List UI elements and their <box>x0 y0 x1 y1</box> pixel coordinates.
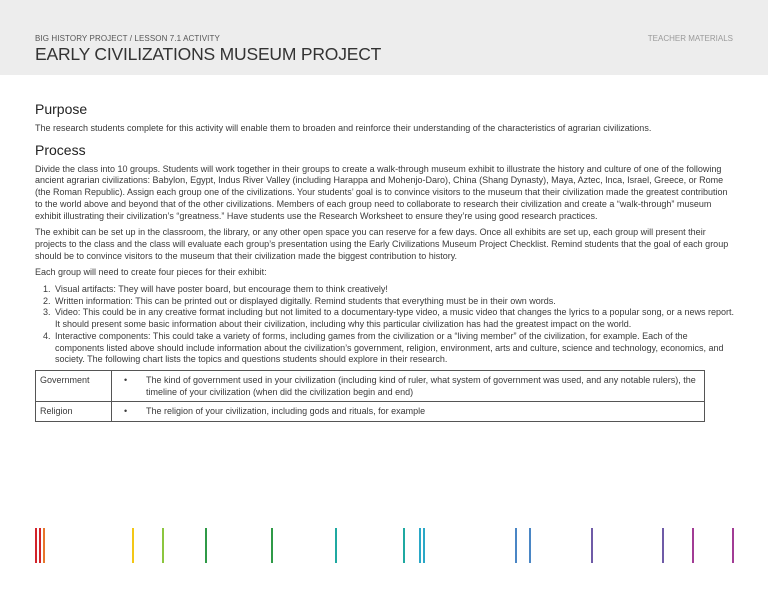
topic-cell: Religion <box>36 402 112 422</box>
color-stripe <box>205 528 207 563</box>
detail-cell <box>112 370 705 401</box>
color-stripe <box>162 528 164 563</box>
detail-text: The kind of government used in your civilization (including kind of ruler, what system of government was used, and any notable rulers), the timeline of your civilization (when did the civilization begin and end) <box>146 374 696 397</box>
bullet-icon: • <box>124 406 128 417</box>
color-stripe <box>403 528 405 563</box>
detail-cell <box>112 402 705 422</box>
color-stripe <box>335 528 337 563</box>
color-stripe <box>43 528 45 563</box>
lesson-kicker: BIG HISTORY PROJECT / LESSON 7.1 ACTIVITY <box>35 34 220 43</box>
teacher-materials-label: TEACHER MATERIALS <box>647 34 733 43</box>
table-row <box>36 402 705 422</box>
list-item: 4. Interactive components: This could take a variety of forms, including games from the civilization or a “living member” of the civilization, for example. Each of the components listed above should include information about the civilization’s government, religion, environment, arts and culture, science and technology, economics, and society. The following chart lists the topics and questions students should explore in their research. <box>53 331 735 366</box>
topics-table <box>35 370 705 422</box>
color-stripe <box>692 528 694 563</box>
color-stripe <box>529 528 531 563</box>
color-stripe <box>423 528 425 563</box>
color-stripe <box>132 528 134 563</box>
purpose-text: The research students complete for this activity will enable them to broaden and reinforce their understanding of the characteristics of agrarian civilizations. <box>35 123 652 133</box>
page-title: EARLY CIVILIZATIONS MUSEUM PROJECT <box>35 44 382 64</box>
color-stripe <box>591 528 593 563</box>
process-paragraph: Divide the class into 10 groups. Students will work together in their groups to create a walk-through museum exhibit to illustrate the history and culture of one of the following ancient agrarian civilizations: Babylon, Egypt, Indus River Valley (including Harappa and Mohenjo-Daro), China (Shang Dynasty), Maya, Aztec, Inca, Israel, Greece, or Rome (the Roman Republic). Assign each group one of the civilizations. Your students’ goal is to convince visitors to the museum that their civilization made the greatest contribution to the world above and beyond that of the other civilizations. Members of each group need to collaborate to research their civilization and create a “walk-through” museum exhibit illustrating their civilization’s “greatness.” Have students use the Research Worksheet to ensure they’re using good research practices. <box>35 163 728 221</box>
color-stripe <box>39 528 41 563</box>
process-paragraph: Each group will need to create four pieces for their exhibit: <box>35 267 267 278</box>
color-stripe <box>515 528 517 563</box>
list-item: 1. Visual artifacts: They will have poster board, but encourage them to think creatively! <box>53 284 735 296</box>
process-paragraph: The exhibit can be set up in the classroom, the library, or any other open space you can reserve for a few days. Once all exhibits are set up, each group will present their projects to the class and the class will evaluate each group’s presentation using the Early Civilizations Museum Project Checklist. Remind students that the goal of each group should be to convince visitors to the museum that their civilization made the biggest contribution to history. <box>35 227 729 261</box>
purpose-heading: Purpose <box>35 101 88 117</box>
detail-text: The religion of your civilization, including gods and rituals, for example <box>146 406 426 417</box>
topic-cell: Government <box>36 370 112 401</box>
color-stripe <box>662 528 664 563</box>
table-row <box>36 370 705 401</box>
color-stripe <box>419 528 421 563</box>
bullet-icon: • <box>124 374 128 385</box>
process-heading: Process <box>35 141 86 158</box>
color-stripe <box>732 528 734 563</box>
list-item: 2. Written information: This can be printed out or displayed digitally. Remind students that everything must be in their own words. <box>53 296 735 308</box>
color-stripe <box>271 528 273 563</box>
exhibit-pieces-list <box>35 284 735 366</box>
color-stripe <box>35 528 37 563</box>
page-header <box>0 0 768 75</box>
decorative-color-stripes <box>35 528 735 563</box>
document-body <box>35 101 735 422</box>
list-item: 3. Video: This could be in any creative format including but not limited to a documentary-type video, a music video that changes the lyrics to a popular song, or a news report. It should present some basic information about their civilization, including why this particular civilization has had the greatest impact on the world. <box>53 307 735 330</box>
